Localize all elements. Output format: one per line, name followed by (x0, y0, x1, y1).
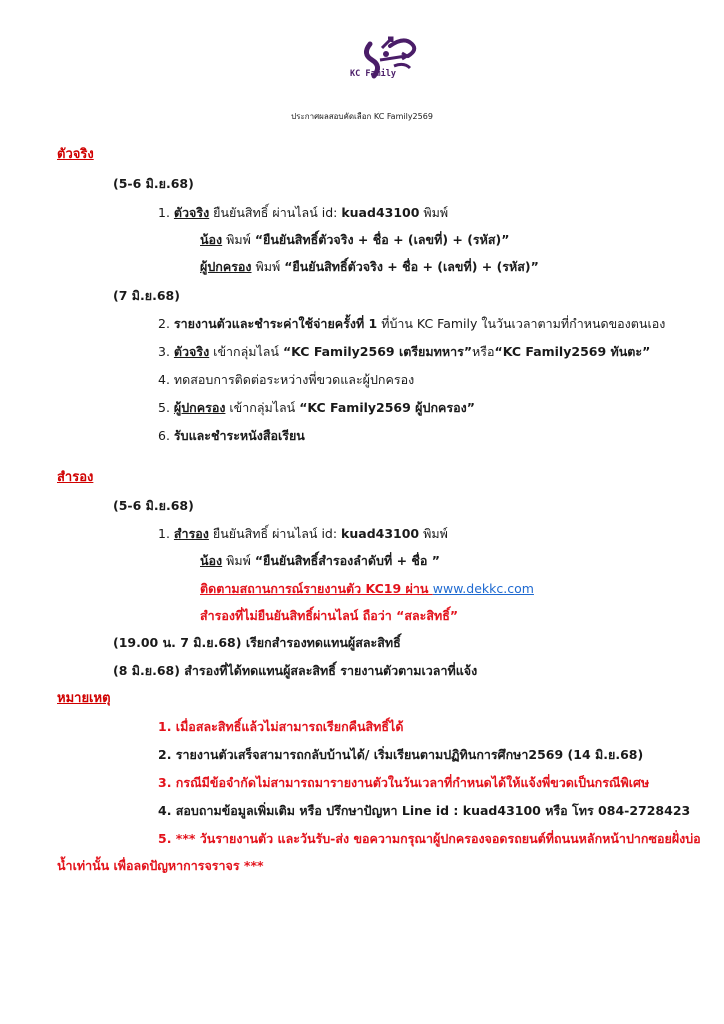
note-1: 1. เมื่อสละสิทธิ์แล้วไม่สามารถเรียกคืนสิทธิ์ได้ (158, 719, 404, 734)
note-4: 4. สอบถามข้อมูลเพิ่มเติม หรือ ปรึกษาปัญหา Line id : kuad43100 หรือ โทร 084-2728423 (158, 803, 691, 818)
reserve-subitem-3: สำรองที่ไม่ยืนยันสิทธิ์ผ่านไลน์ ถือว่า “สละสิทธิ์” (200, 608, 459, 623)
item-keyword: ตัวจริง (173, 344, 210, 359)
item-text: เข้ากลุ่มไลน์ (209, 344, 283, 359)
item-number: 5. (158, 400, 170, 415)
main-item-1 (158, 204, 448, 222)
line-group-1: “KC Family2569 เตรียมทหาร” (282, 344, 473, 359)
item-number: 1. (158, 526, 170, 541)
line-id: kuad43100 (341, 526, 420, 541)
item-text: รับและชำระหนังสือเรียน (173, 428, 305, 443)
item-text-end: พิมพ์ (419, 205, 449, 220)
item-number: 6. (158, 428, 170, 443)
item-text: ทดสอบการติดต่อระหว่างพี่ขวดและผู้ปกครอง (173, 372, 415, 387)
note-3: 3. กรณีมีข้อจำกัดไม่สามารถมารายงานตัวในวันเวลาที่กำหนดได้ให้แจ้งพี่ขวดเป็นกรณีพิเศษ (158, 775, 650, 790)
section-heading-reserve: สำรอง (57, 470, 94, 485)
item-number: 2. (158, 316, 170, 331)
item-keyword: ผู้ปกครอง (173, 400, 226, 415)
main-date-1: (5-6 มิ.ย.68) (113, 176, 194, 191)
sub-text: พิมพ์ (222, 232, 255, 247)
main-item-3 (158, 343, 650, 361)
line-id: kuad43100 (341, 205, 420, 220)
main-item-2 (158, 315, 665, 333)
sub-message: “ยืนยันสิทธิ์ตัวจริง + ชื่อ + (เลขที่) + (รหัส)” (254, 232, 510, 247)
item-text-end: พิมพ์ (419, 526, 448, 541)
kc-family-logo (330, 26, 436, 90)
main-item-5 (158, 399, 475, 417)
sub-text: พิมพ์ (222, 553, 255, 568)
reserve-subitem-2 (200, 580, 534, 598)
follow-status-text: ติดตามสถานการณ์รายงานตัว KC19 ผ่าน (200, 581, 433, 596)
section-heading-main: ตัวจริง (57, 147, 94, 162)
reserve-line-1: (19.00 น. 7 มิ.ย.68) เรียกสำรองทดแทนผู้สละสิทธิ์ (113, 635, 401, 650)
reserve-item-1 (158, 525, 448, 543)
logo-graphic (330, 26, 436, 90)
item-keyword: สำรอง (173, 526, 209, 541)
reserve-date-1: (5-6 มิ.ย.68) (113, 498, 194, 513)
item-number: 4. (158, 372, 170, 387)
item-or: หรือ (472, 344, 495, 359)
main-item-4 (158, 371, 414, 389)
item-number: 1. (158, 205, 170, 220)
page-title: ประกาศผลสอบคัดเลือก KC Family2569 (291, 112, 433, 121)
main-date-2: (7 มิ.ย.68) (113, 288, 180, 303)
sub-message: “ยืนยันสิทธิ์สำรองลำดับที่ + ชื่อ ” (254, 553, 440, 568)
item-number: 3. (158, 344, 170, 359)
item-text: ยืนยันสิทธิ์ ผ่านไลน์ id: (208, 526, 342, 541)
item-bold-text: รายงานตัวและชำระค่าใช้จ่ายครั้งที่ 1 (173, 316, 378, 331)
reserve-subitem-1 (200, 552, 440, 570)
sub-keyword: ผู้ปกครอง (200, 259, 252, 274)
item-keyword: ตัวจริง (173, 205, 210, 220)
item-text: เข้ากลุ่มไลน์ (225, 400, 300, 415)
line-group: “KC Family2569 ผู้ปกครอง” (299, 400, 475, 415)
item-text: ที่บ้าน KC Family ในวันเวลาตามที่กำหนดของตนเอง (377, 316, 666, 331)
sub-keyword: น้อง (200, 232, 223, 247)
note-5-line-2: น้ำเท่านั้น เพื่อลดปัญหาการจราจร *** (57, 858, 264, 873)
sub-keyword: น้อง (200, 553, 223, 568)
reserve-line-2: (8 มิ.ย.68) สำรองที่ได้ทดแทนผู้สละสิทธิ์ รายงานตัวตามเวลาที่แจ้ง (113, 663, 478, 678)
dekkc-link[interactable]: www.dekkc.com (432, 581, 534, 596)
main-subitem-2 (200, 258, 539, 276)
sub-text: พิมพ์ (251, 259, 285, 274)
sub-message: “ยืนยันสิทธิ์ตัวจริง + ชื่อ + (เลขที่) + (รหัส)” (284, 259, 539, 274)
item-text: ยืนยันสิทธิ์ ผ่านไลน์ id: (209, 205, 342, 220)
section-heading-notes: หมายเหตุ (57, 691, 111, 706)
main-item-6 (158, 427, 305, 445)
note-2: 2. รายงานตัวเสร็จสามารถกลับบ้านได้/ เริ่มเรียนตามปฏิทินการศึกษา2569 (14 มิ.ย.68) (158, 747, 644, 762)
note-5-line-1: 5. *** วันรายงานตัว และวันรับ-ส่ง ขอความกรุณาผู้ปกครองจอดรถยนต์ที่ถนนหลักหน้าปากซอยฝั่งบ่อ (158, 831, 701, 846)
main-subitem-1 (200, 231, 509, 249)
line-group-2: “KC Family2569 ทันตะ” (494, 344, 651, 359)
logo-text: KC Family (349, 69, 397, 79)
